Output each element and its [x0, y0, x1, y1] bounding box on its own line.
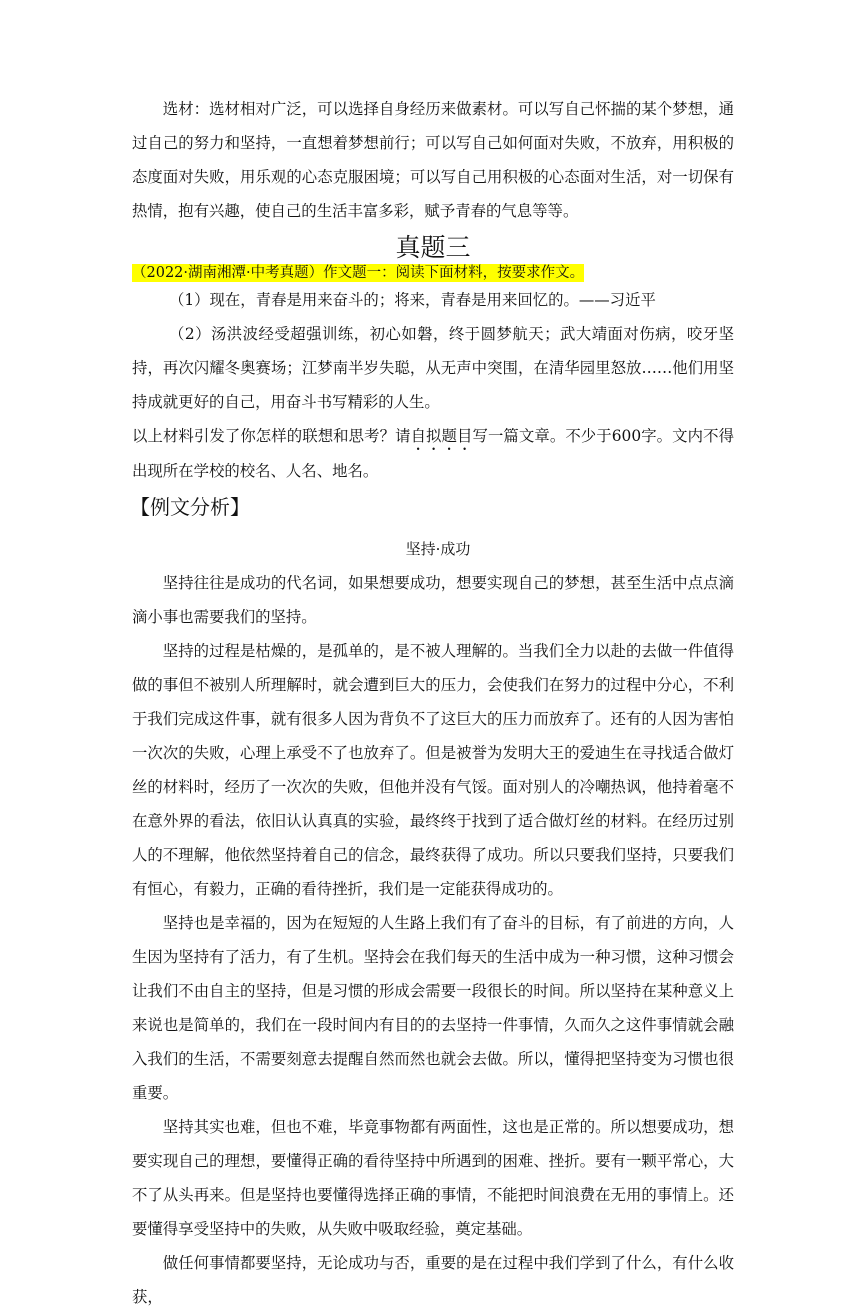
requirement-paragraph: [132, 419, 734, 488]
essay-paragraph-1: 坚持往往是成功的代名词，如果想要成功，想要实现自己的梦想，甚至生活中点点滴滴小事也需要我们的坚持。: [132, 574, 734, 626]
selection-paragraph: 选材：选材相对广泛，可以选择自身经历来做素材。可以写自己怀揣的某个梦想，通过自己的努力和坚持，一直想着梦想前行；可以写自己如何面对失败，不放弃，用积极的态度面对失败，用乐观的心态克服困境；可以写自己用积极的心态面对生活，对一切保有热情，抱有兴趣，使自己的生活丰富多彩，赋予青春的气息等等。: [132, 100, 734, 220]
essay-paragraph-2: 坚持的过程是枯燥的，是孤单的，是不被人理解的。当我们全力以赴的去做一件值得做的事但不被别人所理解时，就会遭到巨大的压力，会使我们在努力的过程中分心，不利于我们完成这件事，就有很多人因为背负不了这巨大的压力而放弃了。还有的人因为害怕一次次的失败，心理上承受不了也放弃了。但是被誉为发明大王的爱迪生在寻找适合做灯丝的材料时，经历了一次次的失败，但他并没有气馁。面对别人的冷嘲热讽，他持着毫不在意外界的看法，依旧认认真真的实验，最终终于找到了适合做灯丝的材料。在经历过别人的不理解，他依然坚持着自己的信念，最终获得了成功。所以只要我们坚持，只要我们有恒心，有毅力，正确的看待挫折，我们是一定能获得成功的。: [132, 642, 734, 898]
requirement-after: 写一篇文章。不少于600字。文内不得出现所在学校的校名、人名、地名。: [132, 427, 734, 480]
essay-paragraph-5: 做任何事情都要坚持，无论成功与否，重要的是在过程中我们学到了什么，有什么收获，: [132, 1254, 734, 1306]
essay-body: [132, 566, 734, 1314]
essay-paragraph-4: 坚持其实也难，但也不难，毕竟事物都有两面性，这也是正常的。所以想要成功，想要实现自己的理想，要懂得正确的看待坚持中所遇到的困难、挫折。要有一颗平常心，大不了从头再来。但是坚持也要懂得选择正确的事情，不能把时间浪费在无用的事情上。还要懂得享受坚持中的失败，从失败中吸取经验，奠定基础。: [132, 1118, 734, 1238]
material-item-1: （1）现在，青春是用来奋斗的；将来，青春是用来回忆的。——习近平: [168, 291, 656, 309]
essay-title: 坚持·成功: [405, 540, 471, 558]
source-line: [132, 263, 734, 283]
section-heading-example-analysis: 【例文分析】: [130, 495, 250, 519]
requirement-before: 以上材料引发了你怎样的联想和思考？请: [132, 427, 411, 445]
heading-zhenti-san: 真题三: [395, 233, 471, 262]
source-line-highlight: （2022·湖南湘潭·中考真题）作文题一：阅读下面材料，按要求作文。: [132, 265, 585, 281]
material-item-2: （2）汤洪波经受超强训练，初心如磐，终于圆梦航天；武大靖面对伤病，咬牙坚持，再次闪耀冬奥赛场；江梦南半岁失聪，从无声中突围，在清华园里怒放……他们用坚持成就更好的自己，用奋斗书写精彩的人生。: [132, 325, 734, 411]
requirement-emphasis: 自拟题目: [410, 427, 473, 445]
document-page: [132, 92, 734, 1314]
essay-paragraph-3: 坚持也是幸福的，因为在短短的人生路上我们有了奋斗的目标，有了前进的方向，人生因为坚持有了活力，有了生机。坚持会在我们每天的生活中成为一种习惯，这种习惯会让我们不由自主的坚持，但是习惯的形成会需要一段很长的时间。所以坚持在某种意义上来说也是简单的，我们在一段时间内有目的的去坚持一件事情，久而久之这件事情就会融入我们的生活，不需要刻意去提醒自然而然也就会去做。所以，懂得把坚持变为习惯也很重要。: [132, 914, 734, 1102]
